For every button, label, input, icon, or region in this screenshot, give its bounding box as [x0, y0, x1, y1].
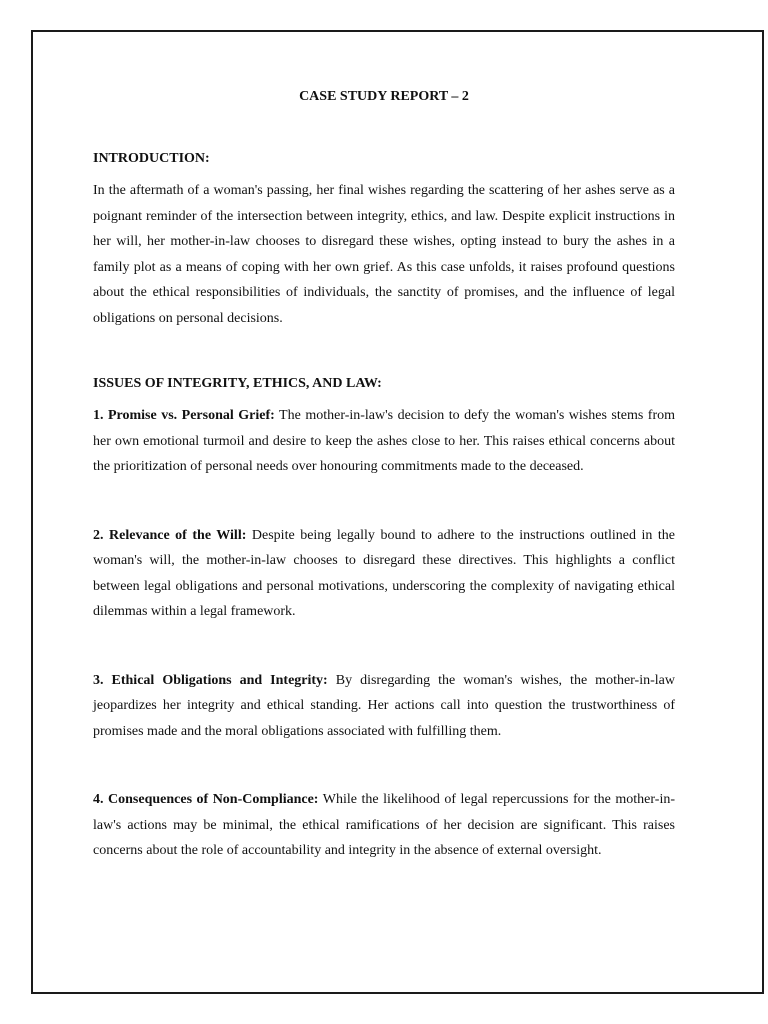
issue-item — [93, 523, 675, 625]
introduction-heading: INTRODUCTION: — [93, 151, 210, 166]
document-body — [93, 88, 675, 864]
issue-lead: 4. Consequences of Non-Compliance: — [93, 792, 319, 807]
issues-heading: ISSUES OF INTEGRITY, ETHICS, AND LAW: — [93, 376, 382, 391]
introduction-paragraph: In the aftermath of a woman's passing, her final wishes regarding the scattering of her ashes serve as a poignant reminder of the intersection between integrity, ethics, and law. Despite explicit instructions in her will, her mother-in-law chooses to disregard these wishes, opting instead to bury the ashes in a family plot as a means of coping with her own grief. As this case unfolds, it raises profound questions about the ethical responsibilities of individuals, the sanctity of promises, and the influence of legal obligations on personal decisions. — [93, 183, 675, 326]
issue-text: By disregarding the woman's wishes, the mother-in-law jeopardizes her integrity and ethical standing. Her actions call into question the trustworthiness of promises made and the moral obligations associated with fulfilling them. — [93, 672, 675, 739]
issue-text: The mother-in-law's decision to defy the woman's wishes stems from her own emotional turmoil and desire to keep the ashes close to her. This raises ethical concerns about the prioritization of personal needs over honouring commitments made to the deceased. — [93, 408, 675, 474]
issue-lead: 2. Relevance of the Will: — [93, 527, 247, 543]
issue-item — [93, 403, 675, 480]
issue-lead: 3. Ethical Obligations and Integrity: — [93, 672, 328, 688]
document-title: CASE STUDY REPORT – 2 — [299, 89, 469, 104]
issue-lead: 1. Promise vs. Personal Grief: — [93, 408, 275, 423]
issue-text: Despite being legally bound to adhere to the instructions outlined in the woman's will, the mother-in-law chooses to disregard these directives. This highlights a conflict between legal obligations and personal motivations, underscoring the complexity of navigating ethical dilemmas within a legal framework. — [93, 527, 676, 619]
issue-item — [93, 787, 675, 864]
issue-text: While the likelihood of legal repercussions for the mother-in-law's actions may be minimal, the ethical ramifications of her decision are significant. This raises concerns about the role of accountability and integrity in the absence of external oversight. — [93, 792, 675, 858]
issue-item — [93, 668, 675, 745]
